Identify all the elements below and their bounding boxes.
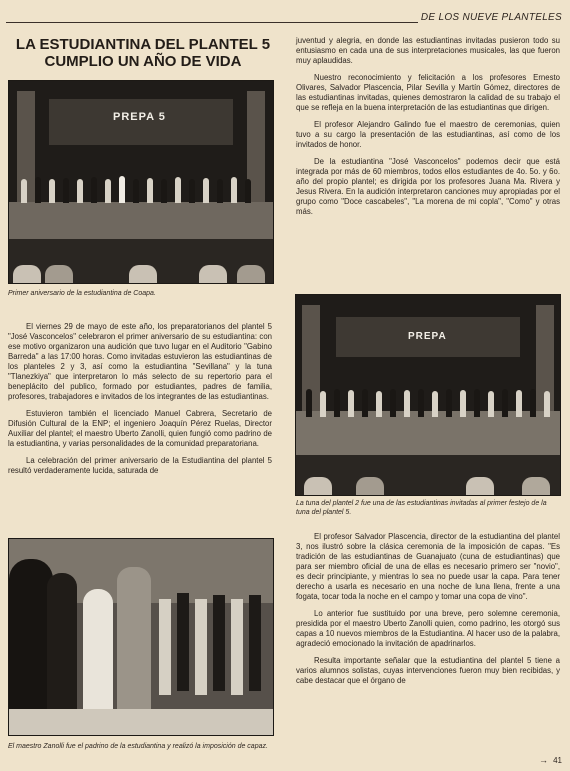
paragraph: El profesor Salvador Plascencia, director de la estudiantina del plantel 3, nos ilustró sobre la clásica ceremonia de la imposición de capas. "Es tradición de las estudiantinas de Guanajuato (cuna de estudiantinas) que para ser miembro oficial de una de ellas es necesario primero ser "novio", es decir principiante, y mientras lo sea no puede usar la capa. Para tener derecho a usarla es necesario en una noche de luna llena, frente a una fogata, tocar toda la noche en el campo y tomar una copa de vino". (296, 532, 560, 601)
paragraph: Resulta importante señalar que la estudiantina del plantel 5 tiene a varios alumnos solistas, cuyas intervenciones fueron muy bien recibidas, y cabe destacar que el órgano de (296, 656, 560, 685)
paragraph: Estuvieron también el licenciado Manuel Cabrera, Secretario de Difusión Cultural de la ENP; el ingeniero Joaquín Pérez Ruelas, Director Auxiliar del plantel; el maestro Uberto Zanolli, quien fungió como padrino de la estudiantina, y varias personalidades de la comunidad preparatoriana. (8, 409, 272, 448)
article-headline: LA ESTUDIANTINA DEL PLANTEL 5 CUMPLIO UN AÑO DE VIDA (15, 36, 271, 70)
paragraph: El profesor Alejandro Galindo fue el maestro de ceremonias, quien tuvo a su cargo la presentación de las estudiantinas, así como de los invitados de honor. (296, 120, 560, 149)
paragraph: La celebración del primer aniversario de la Estudiantina del plantel 5 resultó verdaderamente lucida, saturada de (8, 456, 272, 475)
photo-cape-ceremony (8, 538, 274, 736)
page-number: 41 (553, 756, 562, 765)
photo-guest-tuna (295, 294, 561, 496)
section-header: DE LOS NUEVE PLANTELES (420, 12, 562, 23)
photo3-caption: El maestro Zanolli fue el padrino de la estudiantina y realizó la imposición de capaz. (8, 743, 268, 750)
stage-banner: PREPA (408, 331, 447, 342)
right-column-bottom-text (296, 532, 560, 686)
right-column-top-text (296, 36, 560, 217)
photo2-caption: La tuna del plantel 2 fue una de las estudiantinas invitadas al primer festejo de la tuna del plantel 5. (296, 500, 547, 516)
paragraph: Nuestro reconocimiento y felicitación a los profesores Ernesto Olivares, Salvador Plascencia, Pilar Sevilla y Martín Gómez, directores de las estudiantinas invitadas, quienes demostraron la calidad de su trabajo el que se refleja en la buena interpretación de las estudiantinas que dirigen. (296, 73, 560, 112)
stage-banner: PREPA 5 (113, 111, 166, 123)
paragraph: El viernes 29 de mayo de este año, los preparatorianos del plantel 5 "José Vasconcelos" celebraron el primer aniversario de su estudiantina: con ese motivo organizaron una audición que tuvo lugar en el Auditorio "Gabino Barreda" a las 17:00 horas. Como invitadas estuvieron las estudiantinas de los planteles 2 y 3, así como la estudiantina "Sevillana" y la tuna "Tlanezkiya" que interpretaron lo más selecto de su repertorio para el beneplácito del publico, formado por estudiantes, padres de familia, profesores, trabajadores e invitados de los integrantes de las estudiantinas. (8, 322, 272, 401)
left-column-text (8, 322, 272, 476)
paragraph: De la estudiantina "José Vasconcelos" podemos decir que está integrada por más de 60 miembros, todos ellos estudiantes de 4o. 5o. y 6o. año del propio plantel; es dirigida por los profesores Juana Ma. Rivera y Jesus Rivera. En la audición interpretaron canciones muy apropiadas por el grupo como "Doce cascabeles", "La morena de mi copla", "Como" y otras más. (296, 157, 560, 216)
header-rule (6, 22, 418, 23)
photo1-caption: Primer aniversario de la estudiantina de Coapa. (8, 290, 156, 297)
paragraph: juventud y alegria, en donde las estudiantinas invitadas pusieron todo su entusiasmo en cada una de sus interpretaciones musicales, las que fueron muy aplaudidas. (296, 36, 560, 65)
photo-anniversary-stage (8, 80, 274, 284)
continue-arrow-icon: → (539, 755, 548, 765)
paragraph: Lo anterior fue sustituido por una breve, pero solemne ceremonia, presidida por el maestro Uberto Zanolli quien, como padrino, les otorgó sus capas a 10 nuevos miembros de la Estudiantina. Al hacer uso de la palabra, agradeció emocionado la invitación de apadrinarlos. (296, 609, 560, 648)
